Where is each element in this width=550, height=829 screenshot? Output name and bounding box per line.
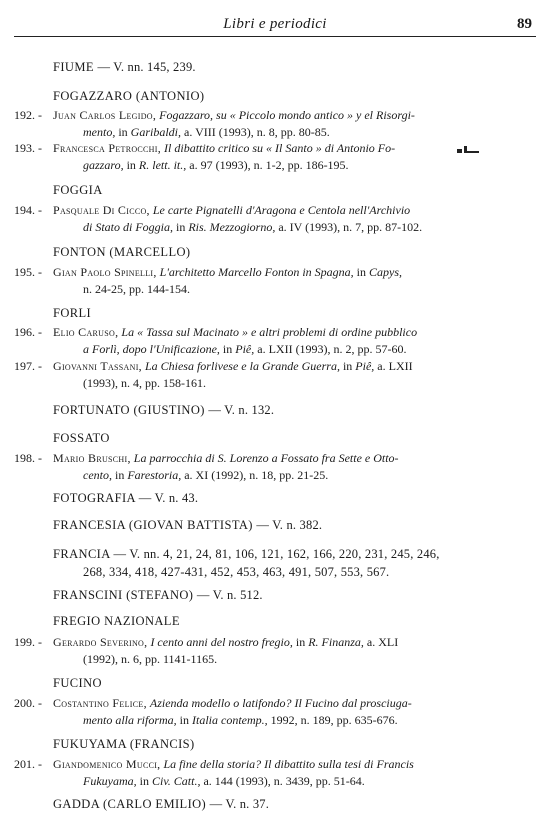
heading-name: FOTOGRAFIA (53, 491, 136, 505)
entry-author: Mario Bruschi, (53, 451, 131, 465)
entry-in: in (179, 713, 190, 727)
entry-number: 200. - (14, 696, 42, 710)
entry-number: 199. - (14, 635, 42, 649)
entry-title-cont: Fukuyama, (83, 774, 137, 788)
running-title: Libri e periodici (223, 16, 327, 32)
entry-in: in (126, 158, 136, 172)
heading-fossato (53, 431, 110, 446)
entry-journal: Ris. Mezzogiorno, (188, 220, 276, 234)
cross-reference: — V. nn. 4, 21, 24, 81, 106, 121, 162, 166, 220, 231, 245, 246, (113, 547, 440, 561)
cross-reference: — V. nn. 145, 239. (97, 60, 196, 74)
heading-fonton (53, 245, 190, 260)
entry-journal: Italia contemp., (192, 713, 268, 727)
entry-title-cont: cento, (83, 468, 112, 482)
entry-author: Pasquale Di Cicco, (53, 203, 150, 217)
heading-name: FONTON (MARCELLO) (53, 245, 191, 259)
heading-name: FUCINO (53, 676, 102, 690)
entry-title: I cento anni del nostro fregio, (150, 635, 293, 649)
entry-number: 195. - (14, 265, 42, 279)
entry-details: a. XI (1992), n. 18, pp. 21-25. (184, 468, 329, 482)
cross-reference: — V. n. 382. (256, 518, 323, 532)
entry-title-cont: mento, (83, 125, 116, 139)
entry-details: a. 144 (1993), n. 3439, pp. 51-64. (203, 774, 365, 788)
heading-name: FOGGIA (53, 183, 103, 197)
entry-journal: Piê, (235, 342, 255, 356)
cross-reference: — V. n. 132. (208, 403, 275, 417)
cross-reference: — V. n. 43. (138, 491, 199, 505)
entry-number: 196. - (14, 325, 42, 339)
heading-name: GADDA (CARLO EMILIO) (53, 797, 207, 811)
entry-title: La Chiesa forlivese e la Grande Guerra, (144, 359, 340, 373)
heading-forli (53, 306, 91, 321)
entry-details-cont: (1993), n. 4, pp. 158-161. (83, 376, 206, 390)
entry-title-cont: gazzaro, (83, 158, 124, 172)
heading-name: FRANCIA (53, 547, 110, 561)
entry-title-cont: di Stato di Foggia, (83, 220, 173, 234)
entry-title: La parrocchia di S. Lorenzo a Fossato fra Sette e Otto- (133, 451, 399, 465)
entry-journal: Farestoria, (127, 468, 182, 482)
heading-name: FOGAZZARO (ANTONIO) (53, 89, 205, 103)
entry-number: 197. - (14, 359, 42, 373)
entry-in: in (115, 468, 125, 482)
heading-name: FUKUYAMA (FRANCIS) (53, 737, 195, 751)
heading-fucino (53, 676, 102, 691)
heading-franscini (53, 588, 263, 603)
heading-francia (53, 547, 440, 562)
heading-name: FORTUNATO (GIUSTINO) (53, 403, 205, 417)
cross-reference-cont: 268, 334, 418, 427-431, 452, 453, 463, 491, 507, 553, 567. (83, 565, 390, 579)
heading-francia-cont (83, 565, 389, 580)
entry-in: in (222, 342, 233, 356)
entry-journal: Civ. Catt., (152, 774, 201, 788)
entry-author: Juan Carlos Legido, (53, 108, 157, 122)
entry-details: a. LXII (1993), n. 2, pp. 57-60. (257, 342, 407, 356)
entry-title: La « Tassa sul Macinato » e altri problemi di ordine pubblico (121, 325, 418, 339)
page-number: 89 (517, 16, 532, 32)
entry-journal: R. lett. it., (138, 158, 187, 172)
entry-number: 193. - (14, 141, 42, 155)
heading-name: FOSSATO (53, 431, 110, 445)
entry-author: Elio Caruso, (53, 325, 119, 339)
entry-details: a. LXII (377, 359, 413, 373)
entry-author: Costantino Felice, (53, 696, 147, 710)
entry-number: 194. - (14, 203, 42, 217)
heading-fotografia (53, 491, 198, 506)
entry-author: Gian Paolo Spinelli, (53, 265, 157, 279)
entry-title-cont: mento alla riforma, (83, 713, 177, 727)
entry-title: Azienda modello o latifondo? Il Fucino dal prosciuga- (149, 696, 412, 710)
entry-title-cont: a Forlì, dopo l'Unificazione, (83, 342, 220, 356)
entry-number: 198. - (14, 451, 42, 465)
cross-reference: — V. n. 512. (196, 588, 263, 602)
heading-fregio (53, 614, 180, 629)
entry-details: a. IV (1993), n. 7, pp. 87-102. (278, 220, 423, 234)
entry-in: in (356, 265, 367, 279)
entry-journal: R. Finanza, (308, 635, 364, 649)
entry-details: 1992, n. 189, pp. 635-676. (270, 713, 398, 727)
entry-details: a. VIII (1993), n. 8, pp. 80-85. (184, 125, 330, 139)
entry-author: Francesca Petrocchi, (53, 141, 162, 155)
entry-in: in (176, 220, 186, 234)
heading-fogazzaro (53, 89, 204, 104)
entry-author: Giandomenico Mucci, (53, 757, 161, 771)
entry-details: n. 24-25, pp. 144-154. (83, 282, 190, 296)
entry-details: a. 97 (1993), n. 1-2, pp. 186-195. (189, 158, 349, 172)
entry-details: a. XLI (366, 635, 399, 649)
heading-fukuyama (53, 737, 195, 752)
entry-journal: Capys, (369, 265, 403, 279)
heading-name: FREGIO NAZIONALE (53, 614, 180, 628)
heading-name: FORLI (53, 306, 92, 320)
heading-fortunato (53, 403, 274, 418)
entry-author: Gerardo Severino, (53, 635, 148, 649)
entry-title: Fogazzaro, su « Piccolo mondo antico » y el Risorgi- (159, 108, 415, 122)
entry-details-cont: (1992), n. 6, pp. 1141-1165. (83, 652, 218, 666)
entry-in: in (139, 774, 149, 788)
entry-in: in (118, 125, 128, 139)
heading-francesia (53, 518, 322, 533)
entry-in: in (295, 635, 306, 649)
entry-title: La fine della storia? Il dibattito sulla tesi di Francis (163, 757, 414, 771)
cross-reference: — V. n. 37. (209, 797, 270, 811)
entry-title: Il dibattito critico su « Il Santo » di Antonio Fo- (164, 141, 396, 155)
heading-fiume (53, 60, 196, 75)
entry-title: L'architetto Marcello Fonton in Spagna, (159, 265, 354, 279)
ink-mark-icon (455, 144, 481, 154)
heading-name: FIUME (53, 60, 94, 74)
running-header (14, 14, 536, 37)
heading-gadda (53, 797, 269, 812)
entry-journal: Piê, (355, 359, 375, 373)
entry-in: in (342, 359, 353, 373)
heading-name: FRANSCINI (STEFANO) (53, 588, 194, 602)
heading-foggia (53, 183, 103, 198)
entry-number: 201. - (14, 757, 42, 771)
entry-title: Le carte Pignatelli d'Aragona e Centola nell'Archivio (152, 203, 411, 217)
entry-author: Giovanni Tassani, (53, 359, 142, 373)
heading-name: FRANCESIA (GIOVAN BATTISTA) (53, 518, 253, 532)
entry-number: 192. - (14, 108, 42, 122)
entry-journal: Garibaldi, (130, 125, 182, 139)
